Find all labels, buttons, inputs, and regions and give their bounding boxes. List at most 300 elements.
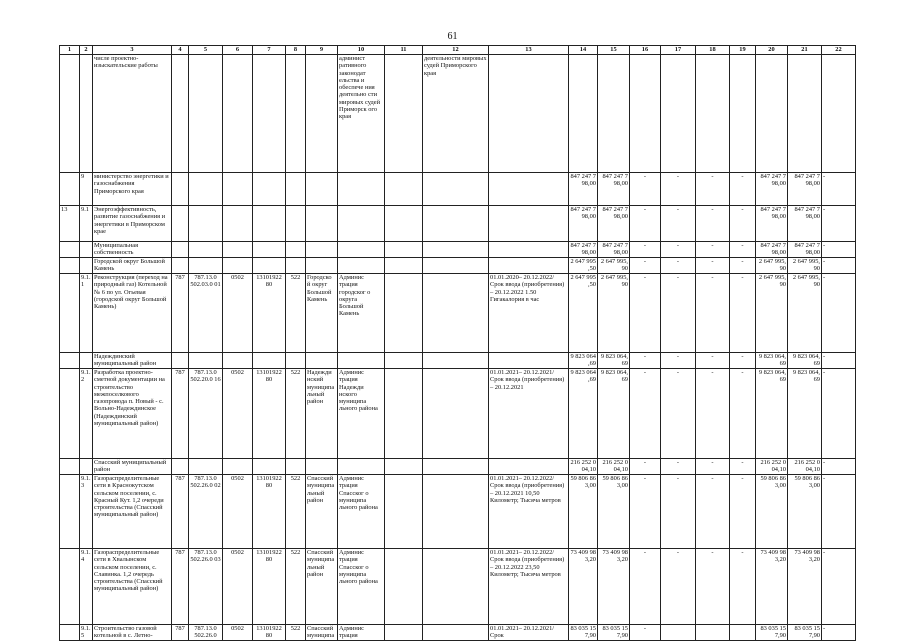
table-cell — [253, 353, 286, 369]
table-cell: Строительство газовой котельной в с. Летно- — [93, 625, 172, 641]
table-cell — [423, 549, 489, 625]
table-cell: - — [822, 475, 856, 549]
table-cell — [423, 353, 489, 369]
table-cell: 522 — [286, 549, 306, 625]
table-cell: 847 247 7 98,00 — [788, 206, 822, 242]
table-cell: Админис трация Надежди нского муниципа льного района — [338, 369, 385, 459]
table-cell — [189, 173, 223, 206]
table-cell: 2 647 995, 90 — [756, 274, 788, 353]
table-row — [60, 242, 856, 258]
table-cell — [223, 258, 253, 274]
table-cell: 216 252 0 04,10 — [788, 459, 822, 475]
table-cell: Админис трация городског о округа Большой Камень — [338, 274, 385, 353]
table-cell — [696, 55, 730, 173]
table-cell: - — [696, 369, 730, 459]
table-cell: 9.1.1 — [80, 274, 93, 353]
table-cell — [253, 206, 286, 242]
table-cell: 73 409 98 3,20 — [598, 549, 630, 625]
table-cell — [423, 173, 489, 206]
table-cell — [385, 353, 423, 369]
table-cell: Муниципальная собственность — [93, 242, 172, 258]
table-cell — [423, 475, 489, 549]
table-cell: - — [822, 369, 856, 459]
table-cell — [80, 459, 93, 475]
table-cell — [306, 258, 338, 274]
table-cell: 83 035 15 7,90 — [598, 625, 630, 641]
table-cell — [189, 55, 223, 173]
table-cell — [385, 549, 423, 625]
table-cell: Админис трация Спасског о муниципа льного района — [338, 475, 385, 549]
table-cell: - — [822, 274, 856, 353]
table-cell: - — [730, 173, 756, 206]
table-cell: 13101922 80 — [253, 369, 286, 459]
table-cell: 787 — [172, 625, 189, 641]
table-row — [60, 475, 856, 549]
table-cell: - — [822, 625, 856, 641]
table-cell: - — [661, 206, 696, 242]
table-cell: - — [822, 353, 856, 369]
table-cell — [253, 173, 286, 206]
table-row — [60, 206, 856, 242]
table-cell — [80, 55, 93, 173]
table-cell: - — [630, 549, 661, 625]
table-cell: Спасский муниципальный район — [93, 459, 172, 475]
table-cell — [286, 173, 306, 206]
table-cell — [822, 55, 856, 173]
table-cell — [338, 242, 385, 258]
table-cell — [80, 258, 93, 274]
table-cell: 522 — [286, 625, 306, 641]
table-cell: 787.13.0 502.26.0 — [189, 625, 223, 641]
table-cell: - — [696, 475, 730, 549]
table-cell: 83 035 15 7,90 — [788, 625, 822, 641]
header-cell: 3 — [93, 46, 172, 55]
table-cell — [385, 258, 423, 274]
table-cell: - — [661, 274, 696, 353]
table-cell — [60, 55, 80, 173]
table-cell: - — [630, 173, 661, 206]
table-cell: - — [696, 549, 730, 625]
table-cell — [223, 242, 253, 258]
table-cell — [306, 353, 338, 369]
table-row — [60, 55, 856, 173]
table-cell: Газораспределительные сети в Краснокутском сельском поселении, с. Красный Кут. 1,2 очереди строительства (Спасский муниципальный район) — [93, 475, 172, 549]
table-cell — [253, 459, 286, 475]
table-cell: 847 247 7 98,00 — [598, 242, 630, 258]
table-row — [60, 369, 856, 459]
table-cell: Городско й округ Большой Камень — [306, 274, 338, 353]
header-cell: 18 — [696, 46, 730, 55]
table-cell: 787.13.0 502.03.0 01 — [189, 274, 223, 353]
table-cell: админист ративного законодат ельства и обеспече ния деятельно сти мировых судей Приморск ого края — [338, 55, 385, 173]
table-cell: Админис трация — [338, 625, 385, 641]
table-cell — [730, 625, 756, 641]
table-cell: 59 806 86 3,00 — [788, 475, 822, 549]
table-cell: 01.01.2021– 20.12.2022/ Срок ввода (приобретения) – 20.12.2021 10,50 Километр; Тысяча метров — [489, 475, 569, 549]
table-cell — [630, 55, 661, 173]
table-cell: 847 247 7 98,00 — [569, 173, 598, 206]
table-cell — [172, 258, 189, 274]
table-row — [60, 549, 856, 625]
table-cell: Надеждинский муниципальный район — [93, 353, 172, 369]
table-cell — [385, 369, 423, 459]
table-cell — [661, 625, 696, 641]
table-cell: - — [630, 625, 661, 641]
header-cell: 11 — [385, 46, 423, 55]
table-cell: - — [696, 274, 730, 353]
table-cell — [385, 173, 423, 206]
table-cell — [189, 459, 223, 475]
table-cell: Надежди нский муниципа льный район — [306, 369, 338, 459]
table-cell: 216 252 0 04,10 — [570, 459, 596, 474]
table-cell: 2 647 995 ,50 — [569, 274, 598, 353]
page-number: 61 — [447, 31, 458, 42]
table-cell: 2 647 995, 90 — [788, 274, 822, 353]
table-cell — [306, 459, 338, 475]
table-cell: Энергоэффективность, развитие газоснабжения и энергетики в Приморском крае — [93, 206, 172, 242]
table-cell: 787 — [172, 475, 189, 549]
table-cell: 13101922 80 — [253, 274, 286, 353]
table-cell: - — [696, 459, 730, 475]
table-cell — [385, 475, 423, 549]
table-cell — [223, 459, 253, 475]
header-cell: 21 — [788, 46, 822, 55]
table-cell — [189, 242, 223, 258]
table-cell: 847 247 7 98,00 — [569, 206, 598, 242]
table-cell: - — [696, 353, 730, 369]
table-cell: 9 823 064, 69 — [598, 353, 630, 369]
table-cell — [60, 353, 80, 369]
header-cell: 10 — [338, 46, 385, 55]
table-cell: - — [730, 242, 756, 258]
table-cell: - — [822, 549, 856, 625]
table-cell: Реконструкция (переход на природный газ) Котельной № 6 по ул. Огьевая (городской округ Большой Камень) — [93, 274, 172, 353]
table-cell: - — [730, 206, 756, 242]
table-cell: 9 823 064 ,69 — [570, 353, 596, 368]
table-cell: 787.13.0 502.26.0 02 — [189, 475, 223, 549]
table-cell: 522 — [286, 274, 306, 353]
table-cell: 2 647 995, 90 — [788, 258, 822, 274]
table-cell: - — [661, 353, 696, 369]
table-cell — [172, 242, 189, 258]
table-cell — [489, 242, 569, 258]
table-cell: - — [730, 258, 756, 274]
table-cell — [338, 353, 385, 369]
table-cell — [423, 206, 489, 242]
table-cell — [172, 55, 189, 173]
table-cell — [80, 353, 93, 369]
table-cell: 13101922 80 — [253, 625, 286, 641]
table-cell: 01.01.2020– 20.12.2022/ Срок ввода (приобретения) – 20.12.2022 1.50 Гигакалория в час — [489, 274, 569, 353]
table-cell: 73 409 98 3,20 — [569, 549, 598, 625]
table-cell: 2 647 995 ,50 — [570, 258, 596, 273]
table-cell: 01.01.2021– 20.12.2021/ Срок — [489, 625, 569, 641]
header-cell: 12 — [423, 46, 489, 55]
table-cell — [172, 353, 189, 369]
table-cell: 216 252 0 04,10 — [756, 459, 788, 475]
table-cell: - — [630, 274, 661, 353]
table-cell: 01.01.2021– 20.12.2021/ Срок ввода (приобретения) – 20.12.2021 — [489, 369, 569, 459]
table-cell — [306, 242, 338, 258]
table-cell — [286, 55, 306, 173]
table-cell — [60, 274, 80, 353]
table-cell — [661, 55, 696, 173]
table-cell — [489, 353, 569, 369]
table-cell: 73 409 98 3,20 — [788, 549, 822, 625]
table-cell: 0502 — [223, 274, 253, 353]
table-cell: 2 647 995, 90 — [598, 274, 630, 353]
table-cell — [338, 258, 385, 274]
table-cell: - — [822, 173, 856, 206]
header-cell: 5 — [189, 46, 223, 55]
table-cell: 73 409 98 3,20 — [756, 549, 788, 625]
table-cell: 787.13.0 502.26.0 03 — [189, 549, 223, 625]
table-cell — [385, 206, 423, 242]
table-cell: 787.13.0 502.20.0 16 — [189, 369, 223, 459]
table-cell: Разработка проектно-сметной документации на строительство межпоселкового газопровода п. Новый - с. Вольно-Надеждинское (Надеждинский муниципальный район) — [93, 369, 172, 459]
table-cell: 9.1.3 — [80, 475, 93, 549]
table-cell: 9 823 064 ,69 — [569, 369, 598, 459]
table-cell — [598, 55, 630, 173]
table-cell: 0502 — [223, 549, 253, 625]
table-cell — [286, 206, 306, 242]
table-cell — [423, 258, 489, 274]
table-cell — [338, 173, 385, 206]
header-row — [60, 46, 856, 55]
table-cell — [306, 55, 338, 173]
table-cell: - — [730, 475, 756, 549]
table-cell: - — [661, 369, 696, 459]
table-row — [60, 173, 856, 206]
table-cell: - — [696, 173, 730, 206]
table-cell: 9 — [80, 173, 93, 206]
table-cell — [385, 459, 423, 475]
table-cell: числе проектно-изыскательские работы — [93, 55, 172, 173]
table-cell: 847 247 7 98,00 — [570, 242, 596, 257]
table-cell — [286, 353, 306, 369]
header-cell: 8 — [286, 46, 306, 55]
table-cell: - — [822, 258, 856, 274]
table-cell: 9 823 064, 69 — [598, 369, 630, 459]
table-cell: 13101922 80 — [253, 475, 286, 549]
header-cell: 6 — [223, 46, 253, 55]
budget-table — [59, 45, 856, 641]
table-cell — [696, 625, 730, 641]
table-cell: - — [696, 206, 730, 242]
table-cell: 787 — [172, 549, 189, 625]
table-cell: 9 823 064, 69 — [756, 369, 788, 459]
table-cell: Городской округ Большой Камень — [93, 258, 172, 274]
table-cell: 2 647 995, 90 — [598, 258, 630, 274]
table-cell — [172, 173, 189, 206]
table-cell — [223, 173, 253, 206]
table-cell: 59 806 86 3,00 — [598, 475, 630, 549]
header-cell: 19 — [730, 46, 756, 55]
table-cell — [60, 549, 80, 625]
table-cell: - — [730, 369, 756, 459]
table-cell — [788, 55, 822, 173]
table-row — [60, 274, 856, 353]
table-cell — [60, 173, 80, 206]
table-cell: Спасский муниципа — [306, 625, 338, 641]
table-cell: 216 252 0 04,10 — [598, 459, 630, 475]
table-cell — [286, 459, 306, 475]
table-cell — [80, 242, 93, 258]
table-cell: - — [822, 242, 856, 258]
table-cell — [223, 55, 253, 173]
table-cell: 9 823 064, 69 — [788, 369, 822, 459]
header-cell: 20 — [756, 46, 788, 55]
table-cell — [385, 242, 423, 258]
table-cell: 9 823 064, 69 — [788, 353, 822, 369]
table-cell: 9.1.4 — [80, 549, 93, 625]
table-cell — [338, 206, 385, 242]
table-cell — [60, 242, 80, 258]
table-cell — [60, 459, 80, 475]
table-cell — [306, 206, 338, 242]
table-cell: - — [661, 475, 696, 549]
table-cell: 0502 — [223, 475, 253, 549]
table-cell — [423, 274, 489, 353]
table-cell — [423, 625, 489, 641]
table-cell: 847 247 7 98,00 — [756, 173, 788, 206]
header-cell: 17 — [661, 46, 696, 55]
table-cell: 847 247 7 98,00 — [756, 242, 788, 258]
table-cell: 847 247 7 98,00 — [598, 173, 630, 206]
table-cell: - — [661, 258, 696, 274]
table-cell — [172, 206, 189, 242]
table-row — [60, 459, 856, 475]
table-cell — [489, 258, 569, 274]
table-cell: - — [822, 206, 856, 242]
table-cell: - — [730, 353, 756, 369]
table-cell: 787 — [172, 369, 189, 459]
table-cell: - — [822, 459, 856, 475]
table-cell: 83 035 15 7,90 — [570, 625, 596, 640]
table-cell — [489, 459, 569, 475]
header-cell: 22 — [822, 46, 856, 55]
table-cell — [253, 258, 286, 274]
table-cell: - — [730, 549, 756, 625]
table-cell — [385, 625, 423, 641]
table-cell — [306, 173, 338, 206]
table-cell: - — [630, 475, 661, 549]
header-cell: 15 — [598, 46, 630, 55]
table-row — [60, 625, 856, 641]
table-cell: 13 — [60, 206, 80, 242]
table-cell — [423, 369, 489, 459]
header-cell: 16 — [630, 46, 661, 55]
table-cell — [385, 55, 423, 173]
table-cell — [286, 258, 306, 274]
table-cell — [338, 459, 385, 475]
table-cell: 9.1 — [80, 206, 93, 242]
table-cell — [489, 173, 569, 206]
table-cell: - — [661, 549, 696, 625]
table-cell: - — [630, 242, 661, 258]
table-cell: 2 647 995, 90 — [756, 258, 788, 274]
table-cell — [423, 242, 489, 258]
table-cell — [60, 475, 80, 549]
table-cell: 847 247 7 98,00 — [756, 206, 788, 242]
header-cell: 13 — [489, 46, 569, 55]
table-row — [60, 353, 856, 369]
table-cell: - — [630, 369, 661, 459]
header-cell: 2 — [80, 46, 93, 55]
table-cell — [189, 258, 223, 274]
table-cell — [60, 625, 80, 641]
table-cell: - — [730, 274, 756, 353]
table-cell: - — [661, 173, 696, 206]
table-cell: 522 — [286, 369, 306, 459]
table-cell — [189, 206, 223, 242]
table-cell: 9 823 064, 69 — [756, 353, 788, 369]
table-cell — [385, 274, 423, 353]
table-cell — [569, 55, 598, 173]
table-cell: - — [661, 242, 696, 258]
table-cell: 0502 — [223, 369, 253, 459]
table-cell: 59 806 86 3,00 — [569, 475, 598, 549]
table-cell — [189, 353, 223, 369]
table-cell: 847 247 7 98,00 — [788, 173, 822, 206]
table-cell: Спасский муниципа льный район — [306, 549, 338, 625]
table-cell: 9.1.5 — [81, 625, 91, 640]
table-cell: - — [661, 459, 696, 475]
table-cell: Газораспределительные сети в Хвалынском сельском поселении, с. Славинка. 1,2 очередь строительства (Спасский муниципальный район) — [93, 549, 172, 625]
table-cell: 59 806 86 3,00 — [756, 475, 788, 549]
header-cell: 4 — [172, 46, 189, 55]
table-cell — [172, 459, 189, 475]
header-cell: 14 — [569, 46, 598, 55]
table-cell: - — [630, 258, 661, 274]
table-cell — [730, 55, 756, 173]
table-cell: - — [696, 258, 730, 274]
header-cell: 1 — [60, 46, 80, 55]
table-cell: 83 035 15 7,90 — [756, 625, 788, 641]
table-cell — [223, 206, 253, 242]
table-row — [60, 258, 856, 274]
table-cell: 787 — [172, 274, 189, 353]
header-cell: 9 — [306, 46, 338, 55]
table-cell: 847 247 7 98,00 — [598, 206, 630, 242]
table-cell — [253, 242, 286, 258]
table-cell — [60, 258, 80, 274]
table-cell: министерство энергетики и газоснабжения Приморского края — [93, 173, 172, 206]
table-cell: - — [630, 353, 661, 369]
table-cell: 522 — [286, 475, 306, 549]
table-cell: Админис трация Спасског о муниципа льного района — [338, 549, 385, 625]
table-cell — [756, 55, 788, 173]
table-cell: - — [630, 206, 661, 242]
table-cell — [253, 55, 286, 173]
table-cell — [286, 242, 306, 258]
table-cell — [60, 369, 80, 459]
table-cell: Спасский муниципа льный район — [306, 475, 338, 549]
table-cell — [423, 459, 489, 475]
table-cell: - — [696, 242, 730, 258]
table-cell: 9.1.2 — [80, 369, 93, 459]
table-cell — [489, 55, 569, 173]
header-cell: 7 — [253, 46, 286, 55]
table-cell: 13101922 80 — [253, 549, 286, 625]
table-cell: - — [630, 459, 661, 475]
table-cell — [223, 353, 253, 369]
table-cell: - — [730, 459, 756, 475]
table-cell: деятельности мировых судей Приморского края — [423, 55, 489, 173]
table-cell: 0502 — [223, 625, 253, 641]
table-cell: 847 247 7 98,00 — [788, 242, 822, 258]
table-cell: 01.01.2021– 20.12.2022/ Срок ввода (приобретения) – 20.12.2022 23,50 Километр; Тысяча метров — [489, 549, 569, 625]
